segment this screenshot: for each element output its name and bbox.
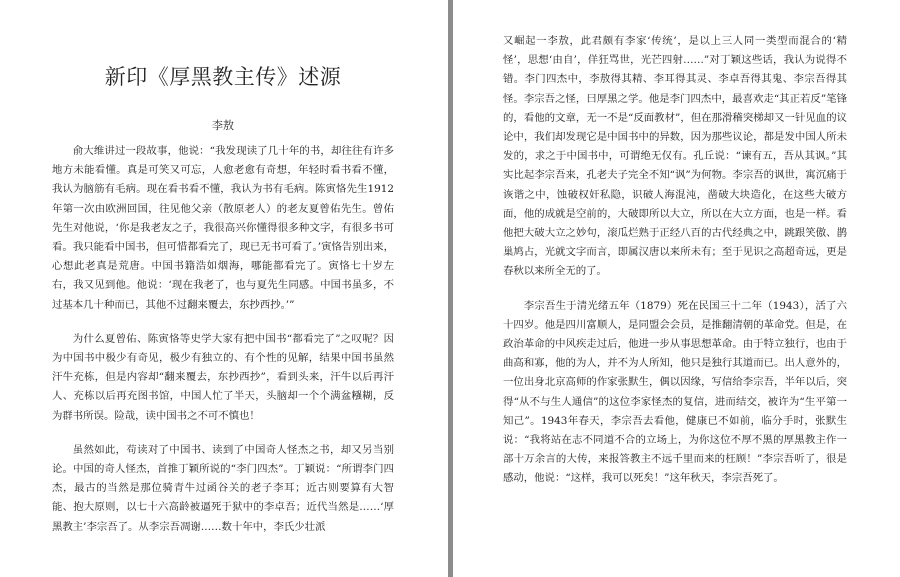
paragraph-3: 虽然如此，苟读对了中国书、读到了中国奇人怪杰之书，却又另当别论。中国的奇人怪杰，首推丁颖所说的“李门四杰”。丁颖说：“所谓李门四杰，最古的当然是那位骑青牛过函谷关的老子李耳；近古则要算有大智能、抱大原则，以七十六高龄被逼死于狱中的李卓吾；近代当然是……‘厚黑教主’李宗吾了。从李宗吾凋谢……数十年中，李氏少壮派 [52,443,394,533]
left-page [0,0,448,577]
document-title: 新印《厚黑教主传》述源 [104,65,342,89]
paragraph-5: 李宗吾生于清光绪五年（1879）死在民国三十二年（1943），活了六十四岁。他是四川富顺人，是同盟会会员，是推翻清朝的革命党。但是，在政治革命的中风疾走过后，他进一步从事思想革命。由于特立独行，也由于曲高和寡，他的为人，并不为人所知，他只是独行其道而已。出人意外的，一位出身北京高师的作家张默生，偶以因缘，写信给李宗吾，半年以后，突得“从不与生人通信”的这位李家怪杰的复信，进而结交，被许为“生平第一知己”。1943年春天，李宗吾去看他，健康已不如前，临分手时，张默生说：“我将站在志不同道不合的立场上，为你这位不厚不黑的厚黑教主作一部十万余言的大传，来报答教主不远千里而来的枉顾！”李宗吾听了，很是感动，他说：“这样，我可以死矣！”这年秋天，李宗吾死了。 [503,299,847,485]
left-page-content [52,62,394,552]
right-page [453,0,900,577]
paragraph-2: 为什么夏曾佑、陈寅恪等史学大家有把中国书“都看完了”之叹呢？因为中国书中极少有奇见，极少有独立的、有个性的见解，结果中国书虽然汗牛充栋，但是内容却“翻来覆去，东抄西抄”，看到头来，汗牛以后再汗人、充栋以后再充图书馆，中国人忙了半天，头脑却一个个满盆糨糊，反为群书所误。险哉，读中国书之不可不慎也！ [52,332,394,422]
paragraph-1: 俞大维讲过一段故事，他说：“我发现读了几十年的书，却往往有许多地方未能看懂。真是可笑又可忘，人愈老愈有奇想，年轻时看书看不懂，我认为脑筋有毛病。现在看书看不懂，我认为书有毛病。陈寅恪先生1912年第一次由欧洲回国，往见他父亲（散原老人）的老友夏曾佑先生。曾佑先生对他说，‘你是我老友之子，我很高兴你懂得很多种文字，有很多书可看。我只能看中国书，但可惜都看完了，现已无书可看了。’寅恪告别出来，心想此老真是荒唐。中国书籍浩如烟海，哪能都看完了。寅恪七十岁左右，我又见到他。他说：‘现在我老了，也与夏先生同感。中国书虽多，不过基本几十种而已，其他不过翻来覆去，东抄西抄。’” [52,145,394,311]
right-page-content [503,32,847,504]
paragraph-4: 又崛起一李敖，此君颇有李家‘传统’，是以上三人同一类型而混合的‘精怪’，思想‘由自’，佯狂骂世，光芒四射……”对丁颖这些话，我认为说得不错。李门四杰中，李敖得其精、李耳得其灵、李卓吾得其鬼、李宗吾得其怪。李宗吾之怪，曰厚黑之学。他是李门四杰中，最喜欢走“其正若反”笔锋的，看他的文章，无一不是“反面教材”，但在那滑稽突梯却又一针见血的议论中，我们却发现它是中国书中的异数，因为那些议论，都是发中国人所未发的，求之于中国书中，可谓绝无仅有。孔丘说：“谏有五，吾从其讽。”其实比起李宗吾来，孔老夫子完全不知“讽”为何物。李宗吾的讽世，寓沉痛于诙谐之中，蚀破权奸私隐，识破人海混沌，凿破大块造化，在这些大破方面，他的成就是空前的，大破即所以大立，所以在大立方面，也是一样。看他把大破大立之妙句，滚瓜烂熟于正经八百的古代经典之中，跳跟笑傲、鹊巢鸠占，光就文字而言，即属汉唐以来所未有；至于见识之高超奇远，更是春秋以来所全无的了。 [503,35,847,278]
document-author: 李敖 [212,119,234,132]
